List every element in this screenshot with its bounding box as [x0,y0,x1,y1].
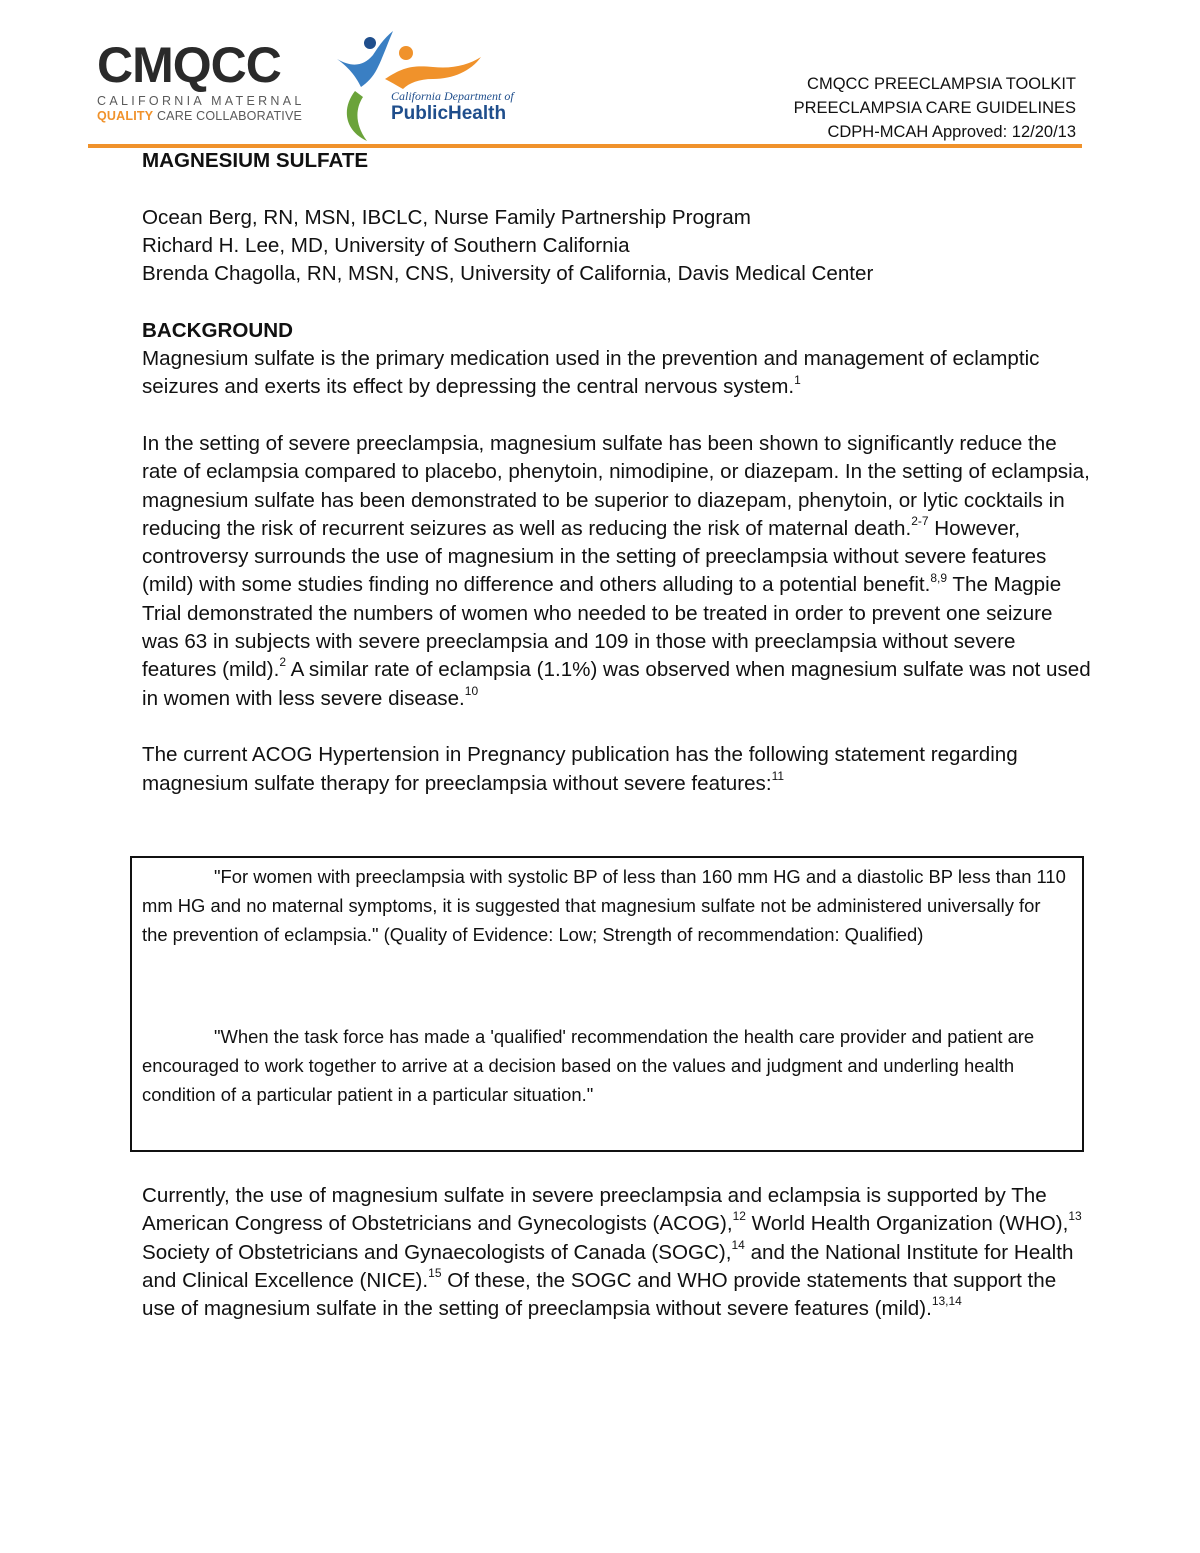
reference-superscript: 13,14 [931,1294,962,1309]
background-paragraph-2 [142,430,1092,713]
green-swoosh-icon [347,91,367,141]
reference-superscript: 8,9 [930,570,948,585]
reference-superscript: 11 [771,768,785,783]
cmqcc-wordmark: CMQCC [97,37,281,93]
author-line: Richard H. Lee, MD, University of Southern California [142,233,630,257]
orange-figure-body-icon [385,57,481,89]
reference-superscript: 10 [464,683,479,698]
qualified-recommendation-quote: "When the task force has made a 'qualified' recommendation the health care provider and patient are encouraged to work together to arrive at a decision based on the values and judgment and underling health condition of a particular patient in a particular situation." [142,1026,1035,1105]
cmqcc-logo [97,37,305,130]
reference-superscript: 14 [731,1237,745,1252]
reference-superscript: 15 [428,1266,442,1281]
cmqcc-quality-word: QUALITY [97,109,154,123]
section-title: MAGNESIUM SULFATE [142,149,369,172]
reference-superscript: 13 [1068,1209,1082,1224]
author-line: Brenda Chagolla, RN, MSN, CNS, University of California, Davis Medical Center [142,262,874,286]
background-heading: BACKGROUND [142,318,294,342]
blue-figure-head-icon [364,37,376,49]
cmqcc-tagline-line2 [97,109,303,124]
paragraph-text: However, controversy surrounds the use of magnesium in the setting of preeclampsia without severe features (mild) with some studies finding no difference and others alluding to a potential benefit. [142,516,1047,597]
closing-content [142,1182,1092,1323]
cmqcc-tagline-line1: CALIFORNIA MATERNAL [97,94,305,108]
paragraph-text: and the National Institute for Health and Clinical Excellence (NICE). [142,1240,1074,1292]
reference-superscript: 2 [279,655,287,670]
author-line: Ocean Berg, RN, MSN, IBCLC, Nurse Family Partnership Program [142,205,751,229]
toolkit-title: CMQCC PREECLAMPSIA TOOLKIT [807,75,1076,93]
paragraph-text: Society of Obstetricians and Gynaecologists of Canada (SOGC), [142,1240,732,1264]
cdph-logo [333,27,533,145]
paragraph-text: Of these, the SOGC and WHO provide statements that support the use of magnesium sulfate in the setting of preeclampsia without severe features (mild). [142,1268,1057,1321]
orange-figure-head-icon [399,46,413,60]
paragraph-text: In the setting of severe preeclampsia, magnesium sulfate has been shown to significantly reduce the rate of eclampsia compared to placebo, phenytoin, nimodipine, or diazepam. In the setting of eclampsia, magnesium sulfate has been demonstrated to be superior to diazepam, phenytoin, or lytic cocktails in reducing the risk of recurrent seizures as well as reducing the risk of maternal death. [142,431,1090,540]
main-content [142,147,1092,798]
cmqcc-care-collaborative: CARE COLLABORATIVE [156,109,303,123]
paragraph-text: World Health Organization (WHO), [745,1212,1069,1236]
reference-superscript: 2-7 [911,514,929,528]
cdph-figures-icon [333,27,533,145]
paragraph-text: The current ACOG Hypertension in Pregnancy publication has the following statement regarding magnesium sulfate therapy for preeclampsia without severe features: [142,743,1018,795]
reference-superscript: 12 [732,1209,746,1224]
document-header-info [794,72,1076,144]
background-paragraph-3 [142,741,1092,798]
background-paragraph-1 [142,345,1092,402]
blue-figure-body-icon [337,31,393,87]
approval-date: CDPH-MCAH Approved: 12/20/13 [827,123,1076,141]
cdph-public-health-label: PublicHealth [391,103,507,124]
acog-recommendation-quote: "For women with preeclampsia with systolic BP of less than 160 mm HG and a diastolic BP less than 110 mm HG and no maternal symptoms, it is suggested that magnesium sulfate not be administered universally for the prevention of eclampsia." (Quality of Evidence: Low; Strength of recommendation: Qualified) [142,866,1066,945]
acog-quote-box [130,856,1084,1152]
paragraph-text: Currently, the use of magnesium sulfate in severe preeclampsia and eclampsia is supported by The American Congress of Obstetricians and Gynecologists (ACOG), [142,1184,1047,1236]
paragraph-text: Magnesium sulfate is the primary medication used in the prevention and management of eclamptic seizures and exerts its effect by depressing the central nervous system. [142,347,1040,399]
cdph-department-label: California Department of [391,89,514,103]
guidelines-title: PREECLAMPSIA CARE GUIDELINES [793,99,1076,117]
reference-superscript: 1 [794,372,801,387]
paragraph-text: A similar rate of eclampsia (1.1%) was observed when magnesium sulfate was not used in women with less severe disease. [142,658,1091,710]
paragraph-text: The Magpie Trial demonstrated the numbers of women who needed to be treated in order to prevent one seizure was 63 in subjects with severe preeclampsia and 109 in those with preeclampsia without severe features (mild). [142,573,1062,682]
closing-paragraph [142,1182,1092,1323]
